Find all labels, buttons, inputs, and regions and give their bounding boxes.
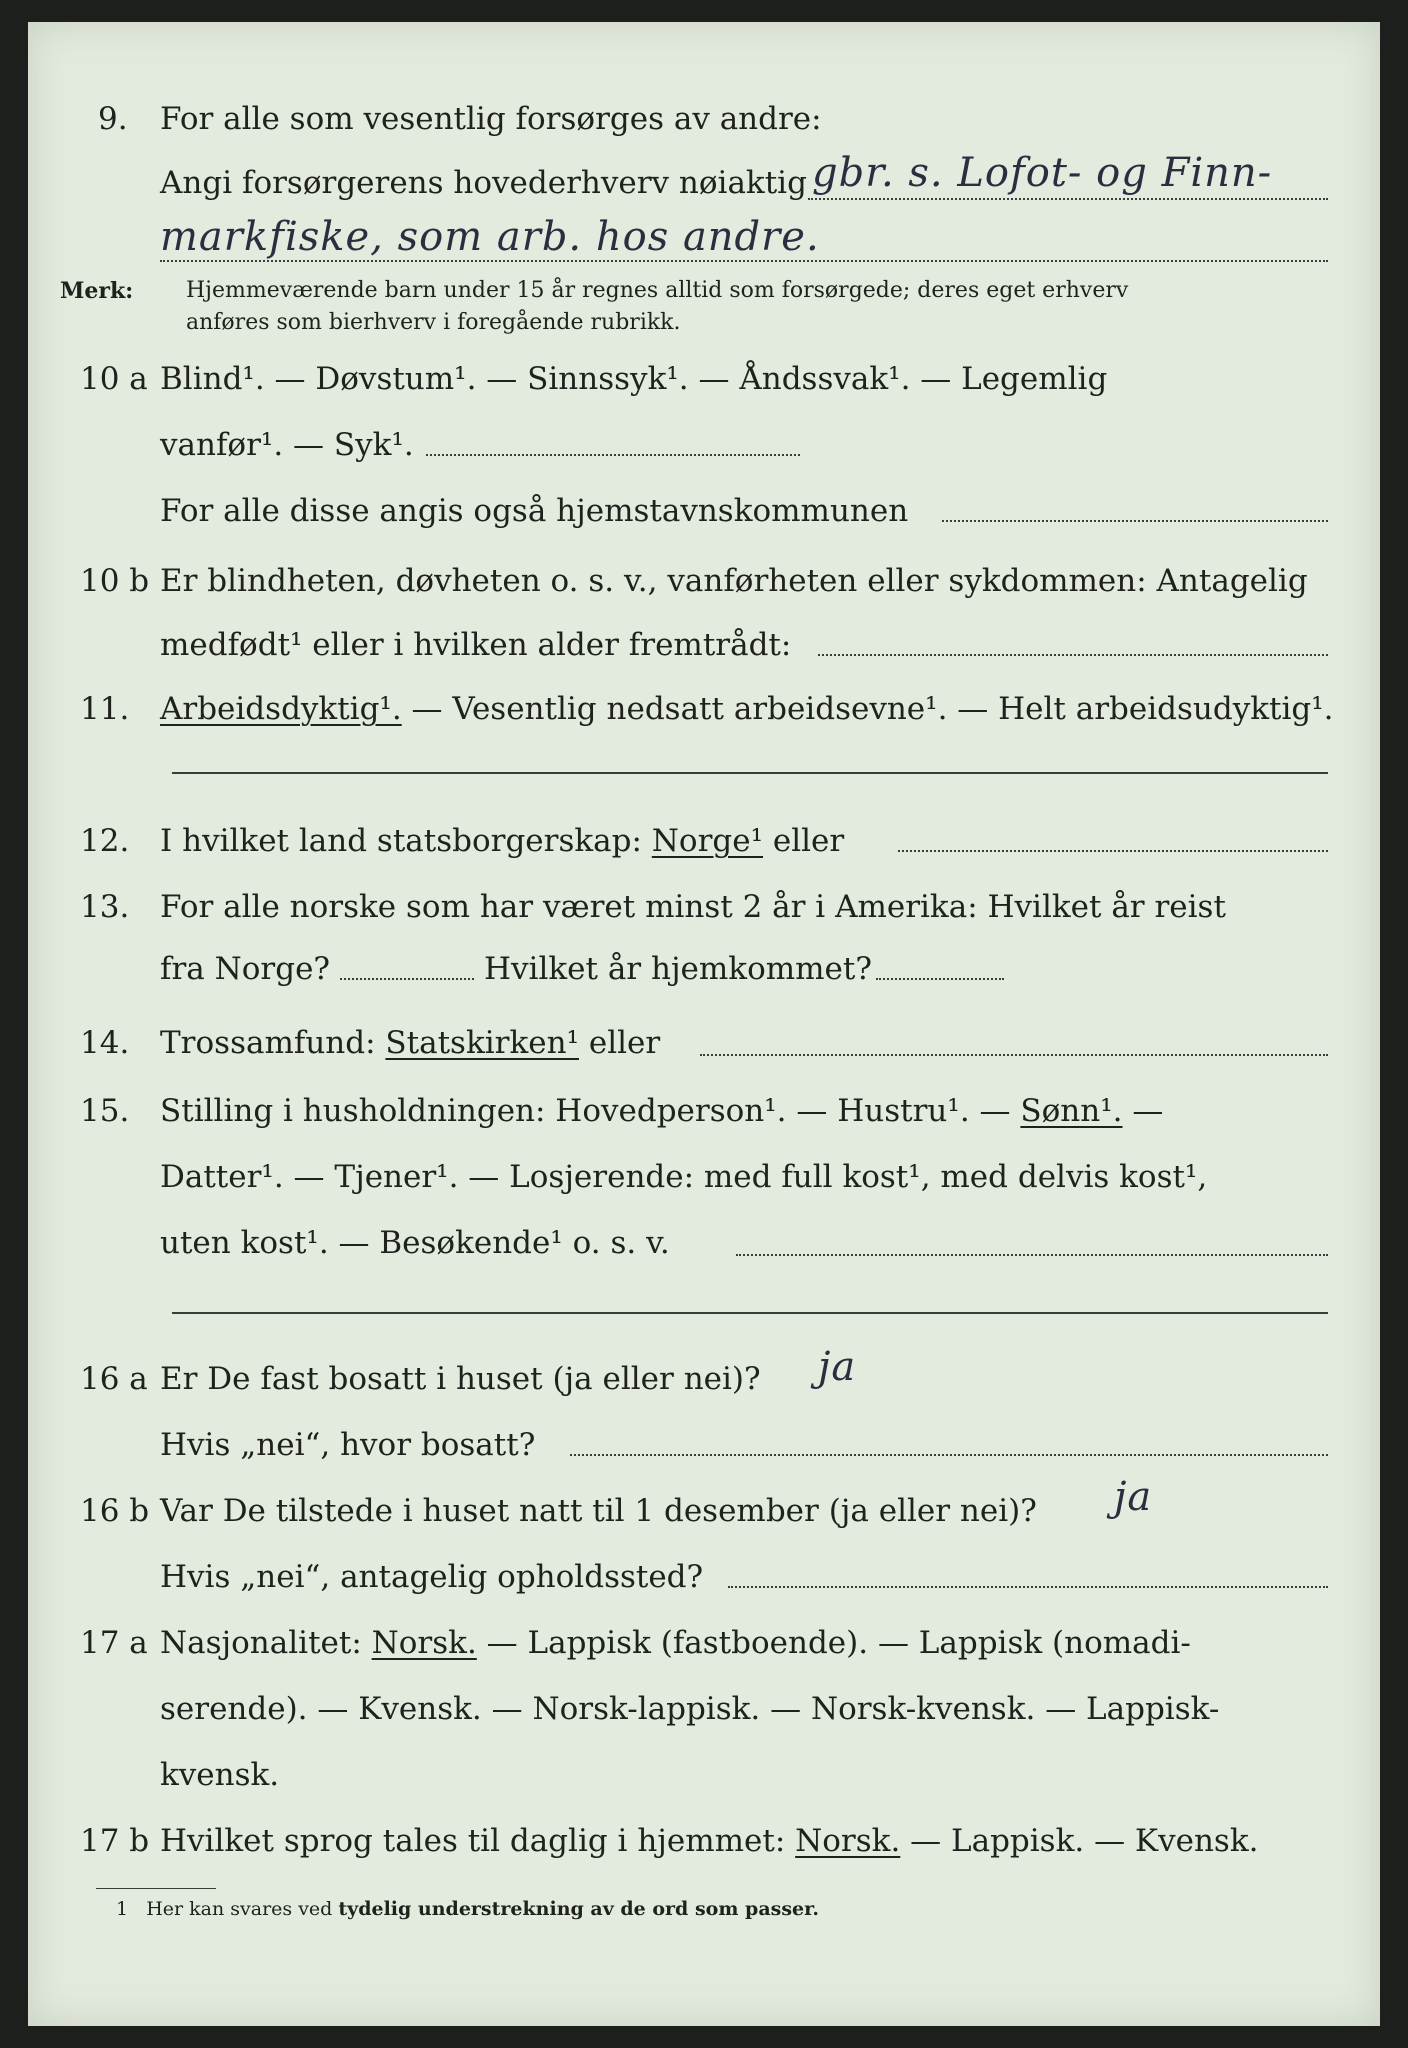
- q13-number: 13.: [80, 889, 130, 925]
- q16b-line1: Var De tilstede i huset natt til 1 desember (ja eller nei)?: [160, 1493, 1037, 1529]
- q9-line2: Angi forsørgerens hovederhverv nøiaktig: [160, 165, 807, 201]
- q9-answer-line2: [160, 260, 1328, 262]
- q11-number: 11.: [80, 691, 130, 727]
- merk-line1: Hjemmeværende barn under 15 år regnes alltid som forsørgede; deres eget erhverv: [186, 278, 1129, 303]
- q11-rule-left: [172, 772, 662, 774]
- q15-line3: uten kost¹. — Besøkende¹ o. s. v.: [160, 1225, 670, 1261]
- q12-answer-line: [898, 850, 1328, 852]
- footnote-rule: [96, 1888, 216, 1889]
- q15-number: 15.: [80, 1093, 130, 1129]
- q10a-hjemstavn-line: [942, 520, 1328, 522]
- q9-line1: For alle som vesentlig forsørges av andre:: [160, 101, 822, 137]
- q15-rule: [172, 1312, 1328, 1314]
- q14-selected-option: Statskirken¹: [385, 1025, 579, 1061]
- q16a-handwritten-answer: ja: [818, 1344, 857, 1390]
- q16b-number: 16 b: [80, 1493, 150, 1529]
- q11-selected-option: Arbeidsdyktig¹.: [160, 691, 402, 727]
- q13-line2b: Hvilket år hjemkommet?: [484, 951, 872, 987]
- q10b-number: 10 b: [80, 563, 150, 599]
- q15-line1: Stilling i husholdningen: Hovedperson¹. — Hustru¹. — Sønn¹. —: [160, 1093, 1164, 1129]
- q11-line: Arbeidsdyktig¹. — Vesentlig nedsatt arbeidsevne¹. — Helt arbeidsudyktig¹.: [160, 691, 1334, 727]
- q10a-line2: vanfør¹. — Syk¹.: [160, 427, 414, 463]
- q10b-line1: Er blindheten, døvheten o. s. v., vanførheten eller sykdommen: Antagelig: [160, 563, 1308, 599]
- q9-handwritten-answer-2: markfiske, som arb. hos andre.: [160, 214, 820, 260]
- q10b-answer-line: [818, 654, 1328, 656]
- q14-number: 14.: [80, 1025, 130, 1061]
- q17b-number: 17 b: [80, 1823, 150, 1859]
- q10a-number: 10 a: [80, 361, 148, 397]
- q10a-line3: For alle disse angis også hjemstavnskommunen: [160, 493, 909, 529]
- q15-line2: Datter¹. — Tjener¹. — Losjerende: med full kost¹, med delvis kost¹,: [160, 1159, 1208, 1195]
- q16a-line1: Er De fast bosatt i huset (ja eller nei)?: [160, 1361, 761, 1397]
- q16b-answer-line: [728, 1586, 1328, 1588]
- q16a-answer-line: [570, 1454, 1328, 1456]
- q17a-line2: serende). — Kvensk. — Norsk-lappisk. — Norsk-kvensk. — Lappisk-: [160, 1691, 1220, 1727]
- footnote: 1 Her kan svares ved tydelig understrekning av de ord som passer.: [116, 1898, 819, 1920]
- q12-selected-option: Norge¹: [651, 823, 764, 859]
- q17a-number: 17 a: [80, 1625, 148, 1661]
- q12-number: 12.: [80, 823, 130, 859]
- q16a-number: 16 a: [80, 1361, 148, 1397]
- q13-reist-line: [340, 978, 474, 980]
- q16b-line2: Hvis „nei“, antagelig opholdssted?: [160, 1559, 704, 1595]
- merk-line2: anføres som bierhverv i foregående rubrikk.: [186, 310, 681, 335]
- q10b-line2: medfødt¹ eller i hvilken alder fremtrådt:: [160, 627, 792, 663]
- q13-hjemkommet-line: [876, 978, 1004, 980]
- census-form-page: [28, 22, 1380, 2026]
- q13-line1: For alle norske som har været minst 2 år i Amerika: Hvilket år reist: [160, 889, 1226, 925]
- q17a-selected-option: Norsk.: [371, 1625, 477, 1661]
- q17b-line: Hvilket sprog tales til daglig i hjemmet: Norsk. — Lappisk. — Kvensk.: [160, 1823, 1259, 1859]
- q17a-line3: kvensk.: [160, 1757, 280, 1793]
- q17b-selected-option: Norsk.: [795, 1823, 901, 1859]
- q9-answer-line1: [808, 198, 1328, 200]
- q15-selected-option: Sønn¹.: [1020, 1093, 1123, 1129]
- q16a-line2: Hvis „nei“, hvor bosatt?: [160, 1427, 536, 1463]
- q13-line2a: fra Norge?: [160, 951, 331, 987]
- q14-line: Trossamfund: Statskirken¹ eller: [160, 1025, 661, 1061]
- q11-rule-right: [662, 772, 1328, 774]
- q12-line: I hvilket land statsborgerskap: Norge¹ eller: [160, 823, 845, 859]
- q14-answer-line: [700, 1054, 1328, 1056]
- q10a-answer-line: [426, 454, 800, 456]
- q9-number: 9.: [98, 101, 128, 137]
- merk-label: Merk:: [60, 278, 134, 304]
- q17a-line1: Nasjonalitet: Norsk. — Lappisk (fastboende). — Lappisk (nomadi-: [160, 1625, 1191, 1661]
- q16b-handwritten-answer: ja: [1114, 1474, 1153, 1520]
- q15-answer-line: [736, 1254, 1328, 1256]
- q9-handwritten-answer-1: gbr. s. Lofot- og Finn-: [812, 150, 1273, 196]
- q10a-line1: Blind¹. — Døvstum¹. — Sinnssyk¹. — Åndssvak¹. — Legemlig: [160, 361, 1108, 397]
